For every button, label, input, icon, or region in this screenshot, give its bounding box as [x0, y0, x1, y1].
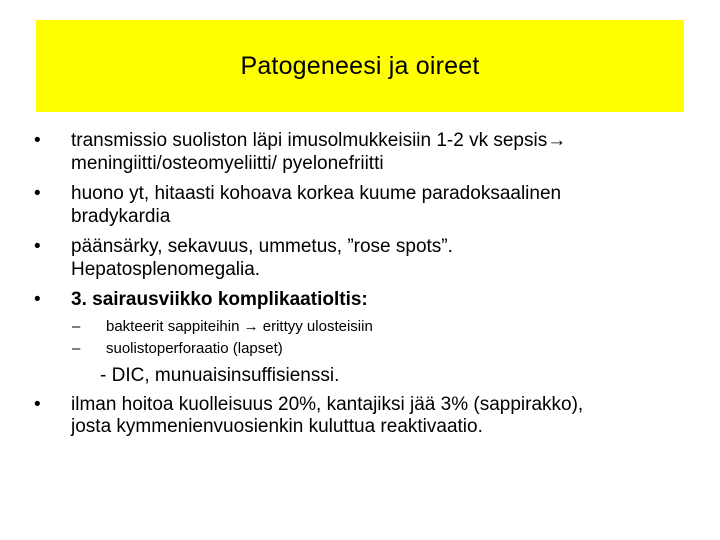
sub-item-text: bakteerit sappiteihin → erittyy ulosteisiin [106, 317, 373, 335]
bullet-line: josta kymmenienvuosienkin kuluttua reaktivaatio. [71, 416, 483, 437]
bullet-line: meningiitti/osteomyeliitti/ pyelonefriitti [71, 152, 384, 174]
bullet-marker: • [34, 130, 41, 151]
bullet-line: transmissio suoliston läpi imusolmukkeisiin 1-2 vk sepsis→ [71, 130, 567, 151]
sub-list [34, 316, 694, 360]
bullet-marker: • [34, 393, 41, 415]
dash-marker: – [72, 317, 81, 335]
continuation-line: - DIC, munuaisinsuffisienssi. [100, 364, 340, 386]
bullet-marker: • [34, 183, 41, 204]
bullet-line: päänsärky, sekavuus, ummetus, ”rose spots”. [71, 236, 453, 257]
bullet-line: huono yt, hitaasti kohoava korkea kuume paradoksaalinen [71, 183, 562, 204]
bullet-item [34, 289, 694, 312]
bullet-line: 3. sairausviikko komplikaatioltis: [71, 289, 368, 310]
slide-title: Patogeneesi ja oireet [240, 51, 480, 80]
bullet-item [34, 236, 694, 281]
bullet-marker: • [34, 236, 41, 257]
bullet-line: bradykardia [71, 205, 171, 227]
bullet-item [34, 130, 694, 175]
slide-content [34, 130, 694, 447]
bullet-item [34, 394, 694, 439]
dash-marker: – [72, 339, 81, 357]
bullet-line: Hepatosplenomegalia. [71, 258, 261, 280]
bullet-marker: • [34, 289, 41, 310]
sub-item-text: suolistoperforaatio (lapset) [106, 339, 283, 357]
bullet-line: ilman hoitoa kuolleisuus 20%, kantajiksi jää 3% (sappirakko), [71, 393, 584, 415]
bullet-item [34, 183, 694, 228]
sub-item [34, 338, 694, 360]
title-banner [36, 20, 684, 112]
sub-item [34, 316, 694, 338]
